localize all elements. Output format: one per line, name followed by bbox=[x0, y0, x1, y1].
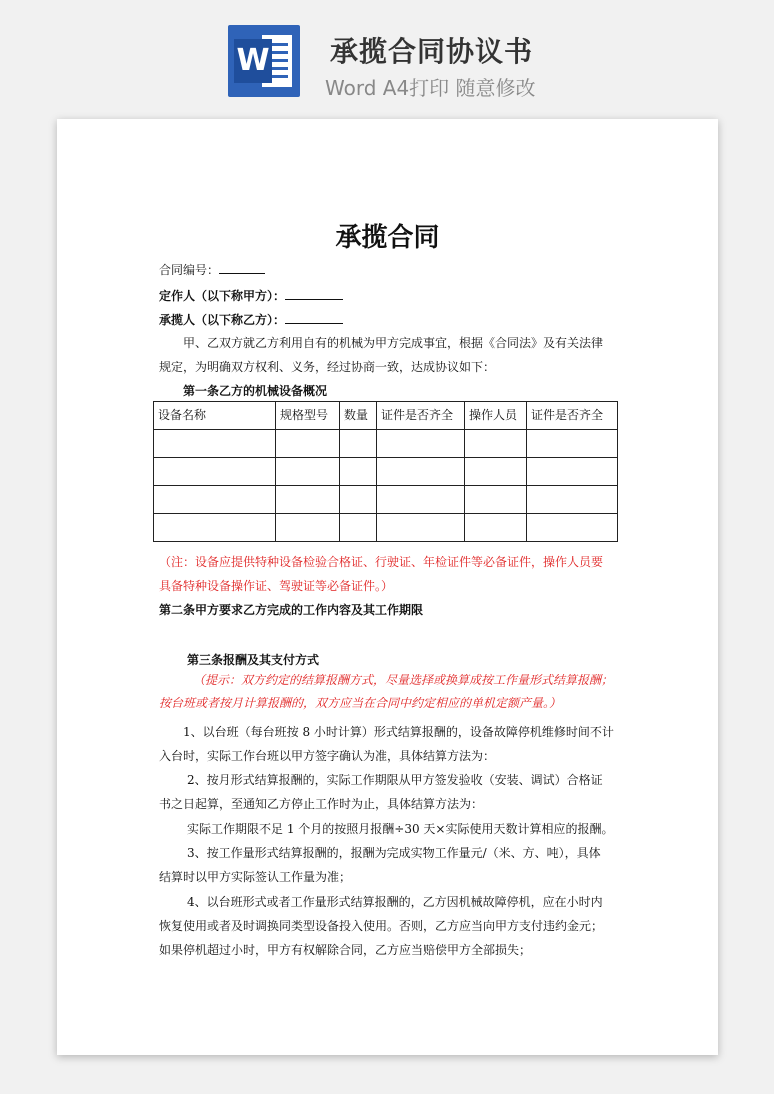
table-cell[interactable] bbox=[154, 486, 276, 514]
table-cell[interactable] bbox=[276, 514, 340, 542]
hint-line-2: 按台班或者按月计算报酬的，双方应当在合同中约定相应的单机定额产量。） bbox=[159, 696, 562, 710]
table-cell[interactable] bbox=[527, 514, 618, 542]
table-header-row bbox=[154, 402, 618, 430]
table-row bbox=[154, 430, 618, 458]
paragraph-4-line-3: 如果停机超过小时，甲方有权解除合同，乙方应当赔偿甲方全部损失； bbox=[159, 943, 532, 957]
table-cell[interactable] bbox=[527, 486, 618, 514]
banner-subtitle: Word A4打印 随意修改 bbox=[325, 76, 536, 100]
table-header-cell: 证件是否齐全 bbox=[527, 402, 618, 430]
word-logo-icon bbox=[228, 25, 300, 97]
intro-line-2: 规定，为明确双方权利、义务，经过协商一致，达成协议如下： bbox=[159, 360, 496, 374]
intro-line-1: 甲、乙双方就乙方利用自有的机械为甲方完成事宜，根据《合同法》及有关法律 bbox=[183, 336, 604, 350]
table-cell[interactable] bbox=[527, 458, 618, 486]
banner-title: 承揽合同协议书 bbox=[330, 35, 534, 68]
table-cell[interactable] bbox=[154, 458, 276, 486]
paragraph-4-line-1: 4、以台班形式或者工作量形式结算报酬的，乙方因机械故障停机，应在小时内 bbox=[187, 895, 603, 909]
table-cell[interactable] bbox=[465, 458, 527, 486]
table-cell[interactable] bbox=[377, 458, 465, 486]
article-2-heading: 第二条甲方要求乙方完成的工作内容及其工作期限 bbox=[159, 603, 424, 617]
table-cell[interactable] bbox=[154, 514, 276, 542]
contract-number-label: 合同编号： bbox=[159, 263, 220, 277]
party-b-label: 承揽人（以下称乙方）： bbox=[159, 313, 286, 327]
table-cell[interactable] bbox=[377, 514, 465, 542]
party-b-blank bbox=[285, 312, 343, 324]
word-logo-letter: W bbox=[234, 39, 272, 83]
table-header-cell: 操作人员 bbox=[465, 402, 527, 430]
paragraph-4-line-2: 恢复使用或者及时调换同类型设备投入使用。否则，乙方应当向甲方支付违约金元； bbox=[159, 919, 604, 933]
table-cell[interactable] bbox=[465, 486, 527, 514]
contract-number-blank bbox=[219, 262, 265, 274]
equipment-table bbox=[153, 401, 618, 542]
table-cell[interactable] bbox=[527, 430, 618, 458]
note-line-2: 具备特种设备操作证、驾驶证等必备证件。） bbox=[159, 579, 394, 593]
table-cell[interactable] bbox=[340, 486, 377, 514]
table-cell[interactable] bbox=[340, 514, 377, 542]
note-line-1: （注：设备应提供特种设备检验合格证、行驶证、年检证件等必备证件，操作人员要 bbox=[159, 555, 604, 569]
table-header-cell: 设备名称 bbox=[154, 402, 276, 430]
table-cell[interactable] bbox=[276, 458, 340, 486]
party-a-blank bbox=[285, 288, 343, 300]
table-cell[interactable] bbox=[465, 430, 527, 458]
table-cell[interactable] bbox=[377, 430, 465, 458]
party-b-row bbox=[159, 312, 343, 327]
paragraph-3-line-1: 3、按工作量形式结算报酬的，报酬为完成实物工作量元/（米、方、吨），具体 bbox=[187, 846, 601, 860]
document-title: 承揽合同 bbox=[335, 223, 440, 253]
hint-line-1: （提示：双方约定的结算报酬方式，尽量选择或换算成按工作量形式结算报酬； bbox=[193, 673, 614, 687]
paragraph-1-line-1: 1、以台班（每台班按 8 小时计算）形式结算报酬的，设备故障停机维修时间不计 bbox=[183, 725, 614, 739]
article-1-heading: 第一条乙方的机械设备概况 bbox=[183, 384, 328, 398]
table-header-cell: 规格型号 bbox=[276, 402, 340, 430]
paragraph-1-line-2: 入台时，实际工作台班以甲方签字确认为准，具体结算方法为： bbox=[159, 749, 496, 763]
table-row bbox=[154, 486, 618, 514]
table-cell[interactable] bbox=[276, 430, 340, 458]
party-a-label: 定作人（以下称甲方）： bbox=[159, 289, 286, 303]
table-cell[interactable] bbox=[154, 430, 276, 458]
contract-number-row bbox=[159, 262, 265, 277]
table-header-cell: 证件是否齐全 bbox=[377, 402, 465, 430]
paragraph-2-line-1: 2、按月形式结算报酬的，实际工作期限从甲方签发验收（安装、调试）合格证 bbox=[187, 773, 603, 787]
banner bbox=[0, 0, 774, 110]
table-cell[interactable] bbox=[377, 486, 465, 514]
table-header-cell: 数量 bbox=[340, 402, 377, 430]
table-cell[interactable] bbox=[340, 458, 377, 486]
table-row bbox=[154, 458, 618, 486]
paragraph-3-line-2: 结算时以甲方实际签认工作量为准； bbox=[159, 870, 352, 884]
paragraph-2-line-3: 实际工作期限不足 1 个月的按照月报酬÷30 天×实际使用天数计算相应的报酬。 bbox=[187, 822, 614, 836]
party-a-row bbox=[159, 288, 343, 303]
table-cell[interactable] bbox=[340, 430, 377, 458]
table-row bbox=[154, 514, 618, 542]
paragraph-2-line-2: 书之日起算，至通知乙方停止工作时为止，具体结算方法为： bbox=[159, 797, 484, 811]
document-page bbox=[57, 119, 718, 1055]
table-cell[interactable] bbox=[465, 514, 527, 542]
article-3-heading: 第三条报酬及其支付方式 bbox=[187, 653, 320, 667]
table-cell[interactable] bbox=[276, 486, 340, 514]
